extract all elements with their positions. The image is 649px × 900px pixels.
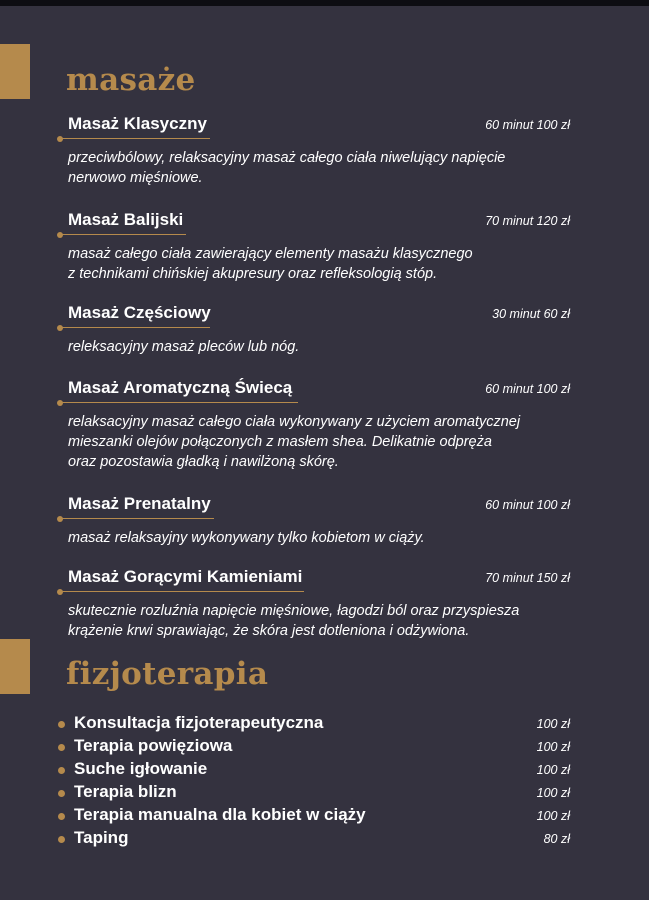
massage-name: Masaż Częściowy [68, 303, 211, 322]
name-underline [58, 327, 210, 328]
massage-item-header [58, 378, 578, 404]
massage-item [58, 303, 578, 357]
section-marker-physiotherapy [0, 639, 30, 694]
service-name: Suche igłowanie [74, 759, 208, 778]
name-underline [58, 234, 186, 235]
massage-item [58, 378, 578, 472]
section-title-physiotherapy: fizjoterapia [66, 656, 269, 692]
list-item [58, 804, 572, 827]
massage-name: Masaż Gorącymi Kamieniami [68, 567, 303, 586]
massage-item-header [58, 114, 578, 140]
bullet-dot-icon [57, 589, 63, 595]
massage-price: 30 minut 60 zł [492, 307, 570, 321]
massage-item [58, 114, 578, 188]
name-underline [58, 402, 298, 403]
massage-price: 70 minut 120 zł [485, 214, 570, 228]
massage-description: masaż relaksayjny wykonywany tylko kobietom w ciąży. [68, 530, 425, 546]
massage-name: Masaż Prenatalny [68, 494, 211, 513]
service-name: Terapia manualna dla kobiet w ciąży [74, 805, 366, 824]
massage-description: skutecznie rozluźnia napięcie mięśniowe, łagodzi ból oraz przyspiesza krążenie krwi sprawiając, że skóra jest dotleniona i odżywiona. [68, 603, 520, 639]
massage-item-header [58, 210, 578, 236]
massage-item [58, 210, 578, 284]
massage-price: 60 minut 100 zł [485, 498, 570, 512]
name-underline [58, 591, 304, 592]
massage-item-header [58, 567, 578, 593]
bullet-dot-icon [58, 790, 65, 797]
bullet-dot-icon [58, 813, 65, 820]
massage-item [58, 494, 578, 548]
service-name: Taping [74, 828, 129, 847]
bullet-dot-icon [57, 400, 63, 406]
physiotherapy-list [58, 712, 572, 850]
service-price: 100 zł [536, 763, 570, 777]
massage-name: Masaż Aromatyczną Świecą [68, 378, 293, 397]
massage-item-header [58, 303, 578, 329]
service-price: 100 zł [536, 717, 570, 731]
section-title-massages: masaże [66, 62, 196, 98]
massage-item-header [58, 494, 578, 520]
massage-description: masaż całego ciała zawierający elementy masażu klasycznego z technikami chińskiej akupresury oraz refleksologią stóp. [68, 246, 473, 282]
list-item [58, 781, 572, 804]
name-underline [58, 518, 214, 519]
bullet-dot-icon [57, 136, 63, 142]
service-name: Terapia powięziowa [74, 736, 233, 755]
top-border [0, 0, 649, 6]
massage-price: 70 minut 150 zł [485, 571, 570, 585]
service-price: 100 zł [536, 809, 570, 823]
massage-price: 60 minut 100 zł [485, 382, 570, 396]
list-item [58, 758, 572, 781]
list-item [58, 827, 572, 850]
massage-name: Masaż Klasyczny [68, 114, 207, 133]
massage-item [58, 567, 578, 641]
list-item [58, 712, 572, 735]
bullet-dot-icon [58, 744, 65, 751]
bullet-dot-icon [57, 516, 63, 522]
service-name: Terapia blizn [74, 782, 177, 801]
service-price: 100 zł [536, 740, 570, 754]
bullet-dot-icon [58, 836, 65, 843]
massage-description: przeciwbólowy, relaksacyjny masaż całego ciała niwelujący napięcie nerwowo mięśniowe. [68, 150, 506, 186]
bullet-dot-icon [57, 325, 63, 331]
service-name: Konsultacja fizjoterapeutyczna [74, 713, 324, 732]
massage-name: Masaż Balijski [68, 210, 184, 229]
service-price: 80 zł [543, 832, 570, 846]
bullet-dot-icon [58, 721, 65, 728]
section-marker-massages [0, 44, 30, 99]
service-price: 100 zł [536, 786, 570, 800]
name-underline [58, 138, 210, 139]
massage-description: relaksacyjny masaż całego ciała wykonywany z użyciem aromatycznej mieszanki olejów połączonych z masłem shea. Delikatnie odpręża oraz pozostawia gładką i nawilżoną skórę. [68, 414, 521, 470]
massage-description: releksacyjny masaż pleców lub nóg. [68, 339, 300, 355]
list-item [58, 735, 572, 758]
massage-price: 60 minut 100 zł [485, 118, 570, 132]
bullet-dot-icon [58, 767, 65, 774]
bullet-dot-icon [57, 232, 63, 238]
